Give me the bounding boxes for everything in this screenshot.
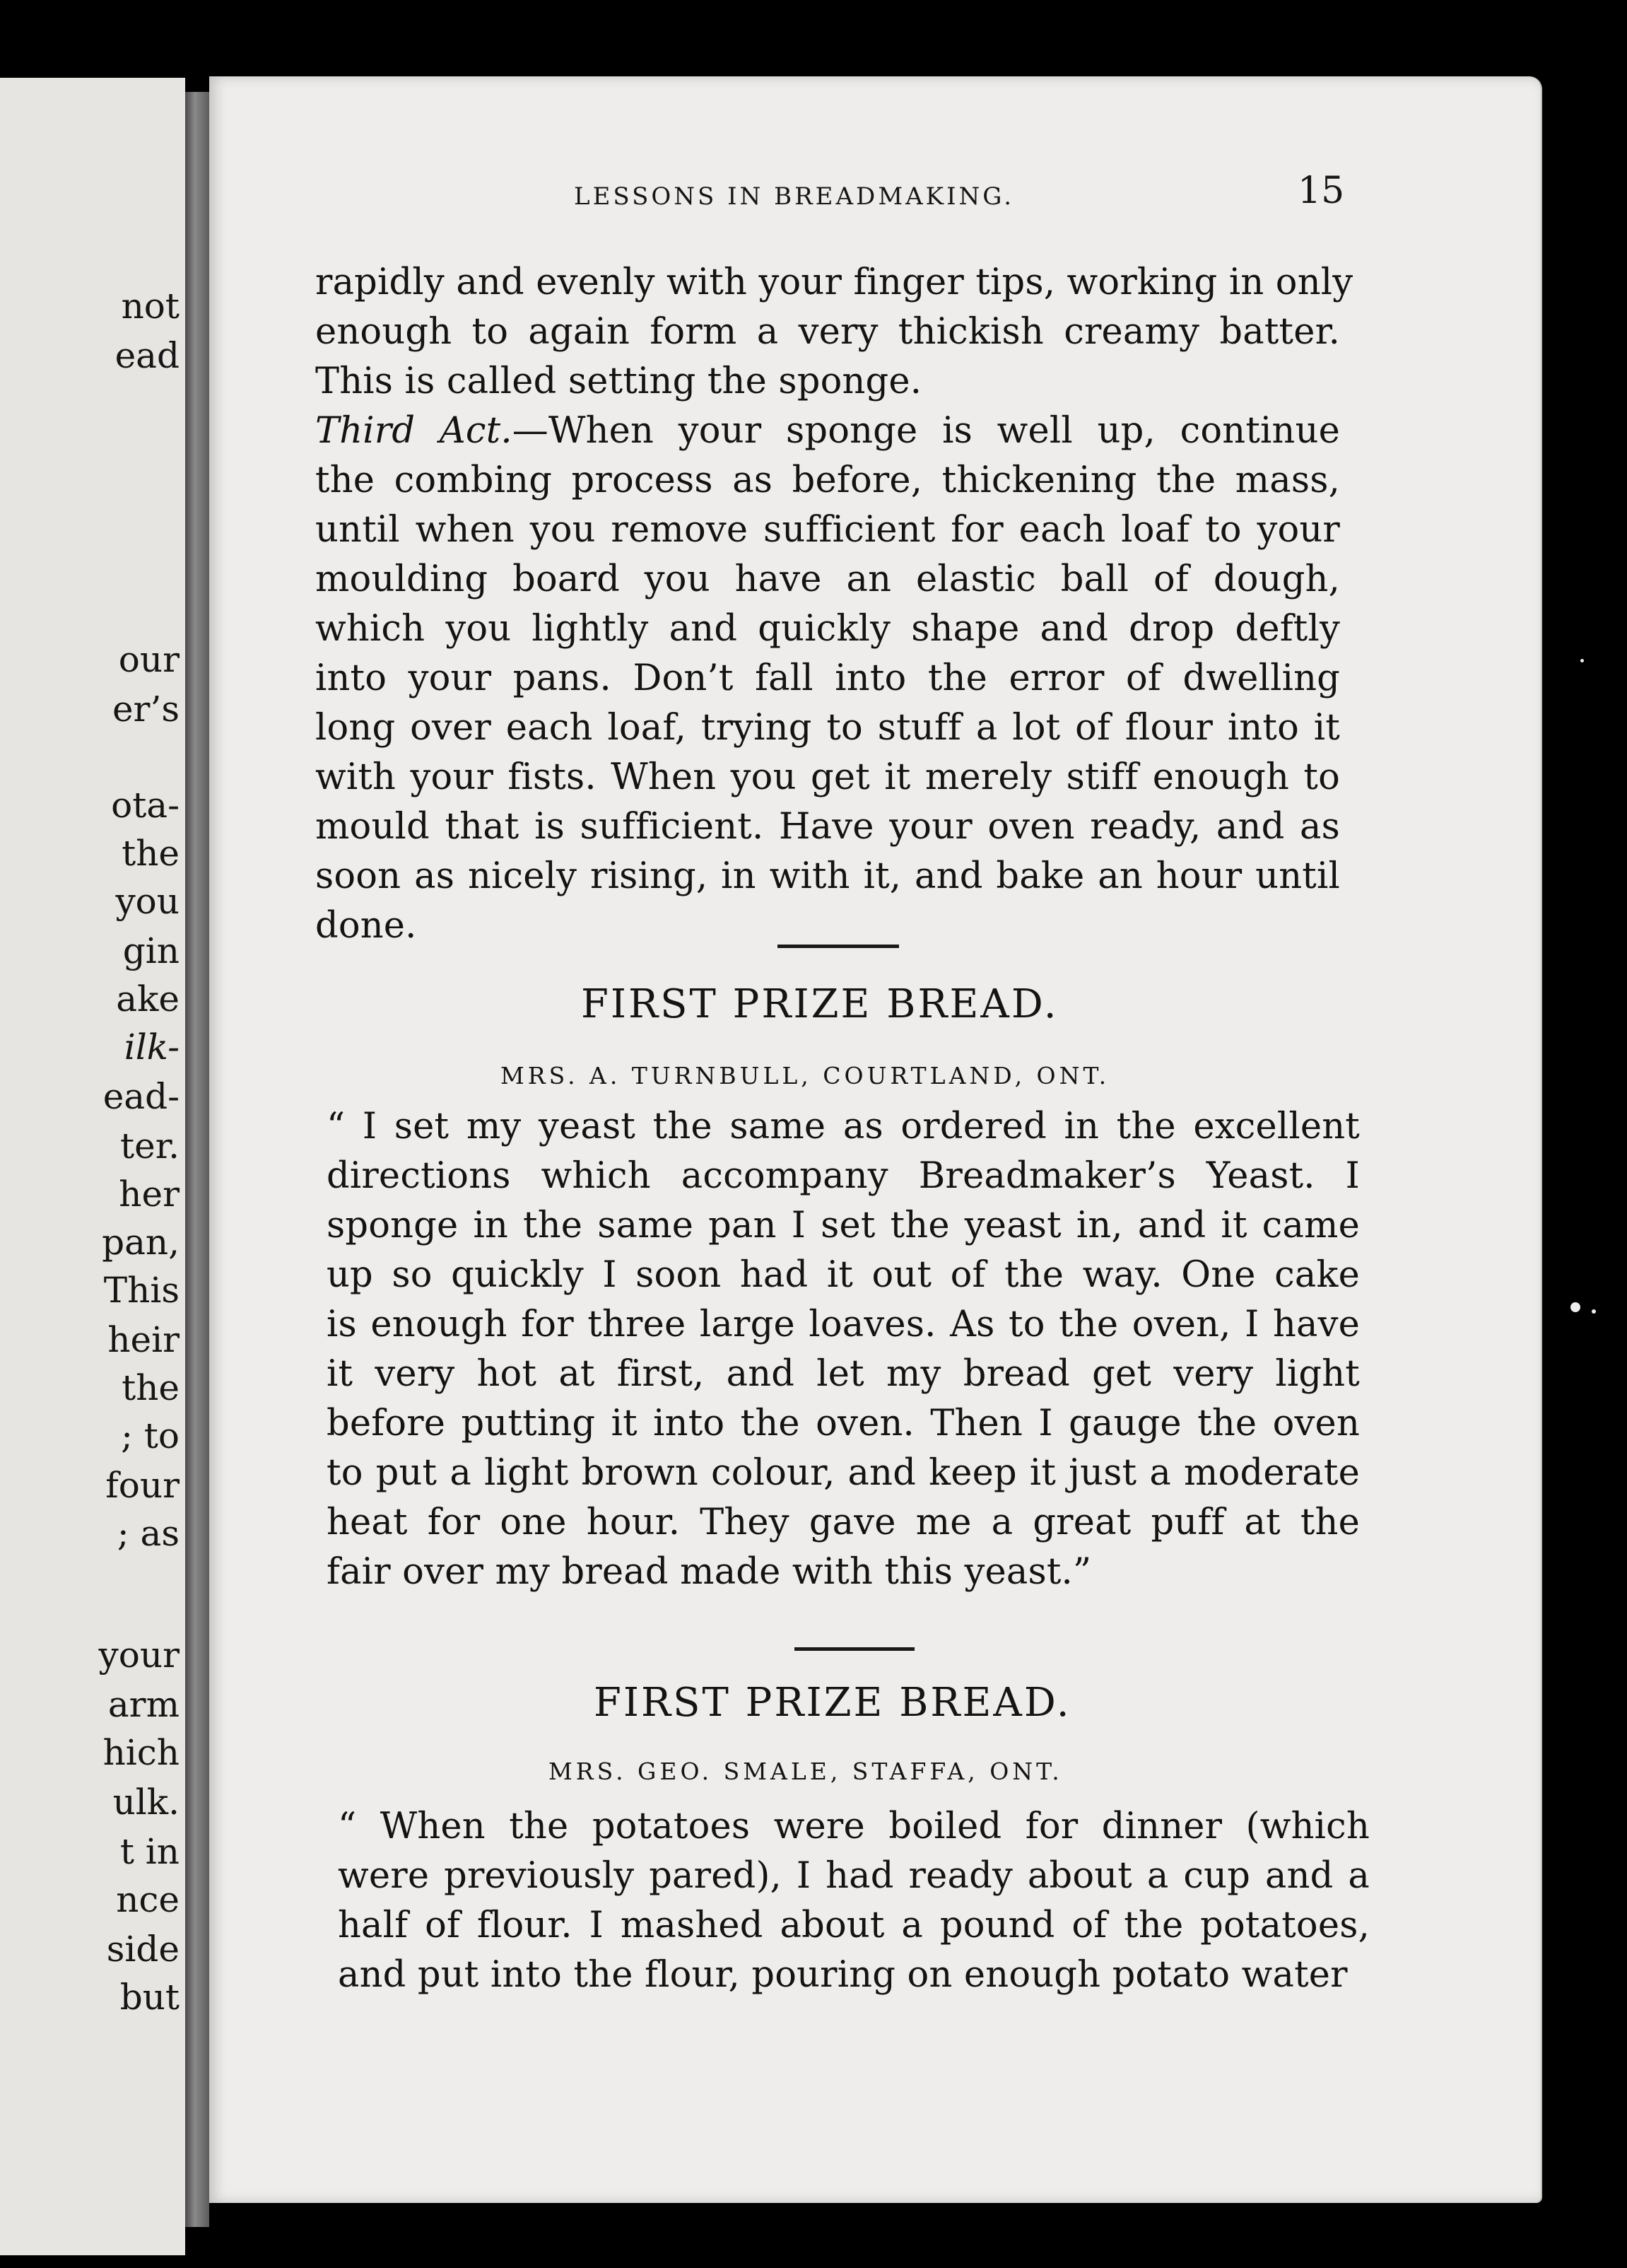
left-page-line: heir (107, 1319, 180, 1360)
section-title: FIRST PRIZE BREAD. (594, 1680, 1071, 1726)
text-line: “ When the potatoes were boiled for dinner (which (338, 1806, 1370, 1847)
left-page-line: you (115, 881, 180, 922)
left-page-line: side (106, 1929, 180, 1970)
scan-speck (1570, 1302, 1580, 1312)
text-line: heat for one hour. They gave me a great puff at the (327, 1502, 1360, 1543)
text-line: the combing process as before, thickening the mass, (315, 460, 1340, 501)
text-line: until when you remove sufficient for each loaf to your (315, 509, 1340, 551)
text-line: Third Act.—When your sponge is well up, continue (315, 410, 1340, 452)
text-line: is enough for three large loaves. As to the oven, I have (327, 1304, 1360, 1345)
text-line: up so quickly I soon had it out of the way. One cake (327, 1254, 1360, 1296)
text-line: sponge in the same pan I set the yeast in, and it came (327, 1205, 1360, 1246)
left-page-line: your (98, 1635, 180, 1676)
section-divider (777, 945, 899, 948)
left-page-line: not (121, 286, 180, 327)
left-page-line: ; to (121, 1415, 180, 1456)
text-line: done. (315, 905, 417, 947)
left-page-line: the (122, 1367, 180, 1408)
text-line: were previously pared), I had ready about a cup and a (338, 1855, 1370, 1897)
text-line: half of flour. I mashed about a pound of the potatoes, (338, 1905, 1370, 1946)
text-line: before putting it into the oven. Then I gauge the oven (327, 1403, 1360, 1444)
left-page-line: the (122, 833, 180, 874)
left-page-fragment (0, 78, 185, 2255)
text-line: to put a light brown colour, and keep it just a moderate (327, 1452, 1360, 1494)
left-page-line: but (119, 1977, 180, 2018)
left-page-line: ilk- (124, 1027, 180, 1068)
left-page-line: arm (107, 1684, 180, 1725)
text-line: directions which accompany Breadmaker’s Yeast. I (327, 1155, 1360, 1197)
left-page-line: ter. (120, 1126, 180, 1167)
left-page-line: gin (122, 930, 180, 971)
text-line: it very hot at first, and let my bread get very light (327, 1353, 1360, 1395)
left-page-line: ulk. (112, 1782, 180, 1823)
text-line: and put into the flour, pouring on enough potato water (338, 1954, 1348, 1996)
text-line: soon as nicely rising, in with it, and bake an hour until (315, 855, 1340, 897)
text-line: which you lightly and quickly shape and drop deftly (315, 608, 1340, 650)
left-page-line: her (119, 1174, 180, 1215)
left-page-line: er’s (112, 689, 180, 730)
text-line: moulding board you have an elastic ball of dough, (315, 559, 1340, 600)
left-page-line: nce (116, 1879, 180, 1920)
scan-speck (1580, 659, 1584, 662)
left-page-line: pan, (102, 1222, 180, 1263)
text-line: enough to again form a very thickish creamy batter. (315, 311, 1340, 353)
left-page-line: four (105, 1465, 180, 1506)
text-line: into your pans. Don’t fall into the error of dwelling (315, 657, 1340, 699)
book-gutter (185, 92, 209, 2227)
section-title: FIRST PRIZE BREAD. (581, 981, 1059, 1027)
page-number: 15 (1298, 170, 1345, 212)
text-line: with your fists. When you get it merely stiff enough to (315, 756, 1340, 798)
text-line: rapidly and evenly with your finger tips, working in only (315, 262, 1353, 303)
left-page-line: ake (116, 978, 180, 1019)
left-page-line: hich (102, 1732, 180, 1773)
left-page-line: ead (114, 335, 180, 376)
text-line: This is called setting the sponge. (315, 361, 922, 402)
section-byline: MRS. A. TURNBULL, COURTLAND, ONT. (500, 1062, 1110, 1089)
left-page-line: ead- (102, 1076, 180, 1117)
text-line: mould that is sufficient. Have your oven ready, and as (315, 806, 1340, 848)
left-page-line: This (103, 1270, 180, 1311)
text-line: “ I set my yeast the same as ordered in the excellent (327, 1106, 1360, 1147)
left-page-line: our (118, 639, 180, 680)
text-line: fair over my bread made with this yeast.” (327, 1551, 1092, 1593)
running-header: LESSONS IN BREADMAKING. (574, 182, 1015, 211)
section-byline: MRS. GEO. SMALE, STAFFA, ONT. (548, 1758, 1063, 1785)
section-divider (794, 1647, 915, 1651)
text-line: long over each loaf, trying to stuff a lot of flour into it (315, 707, 1340, 749)
left-page-line: ota- (111, 785, 180, 826)
left-page-line: ; as (117, 1513, 180, 1554)
scan-speck (1592, 1309, 1596, 1314)
left-page-line: t in (119, 1831, 180, 1872)
